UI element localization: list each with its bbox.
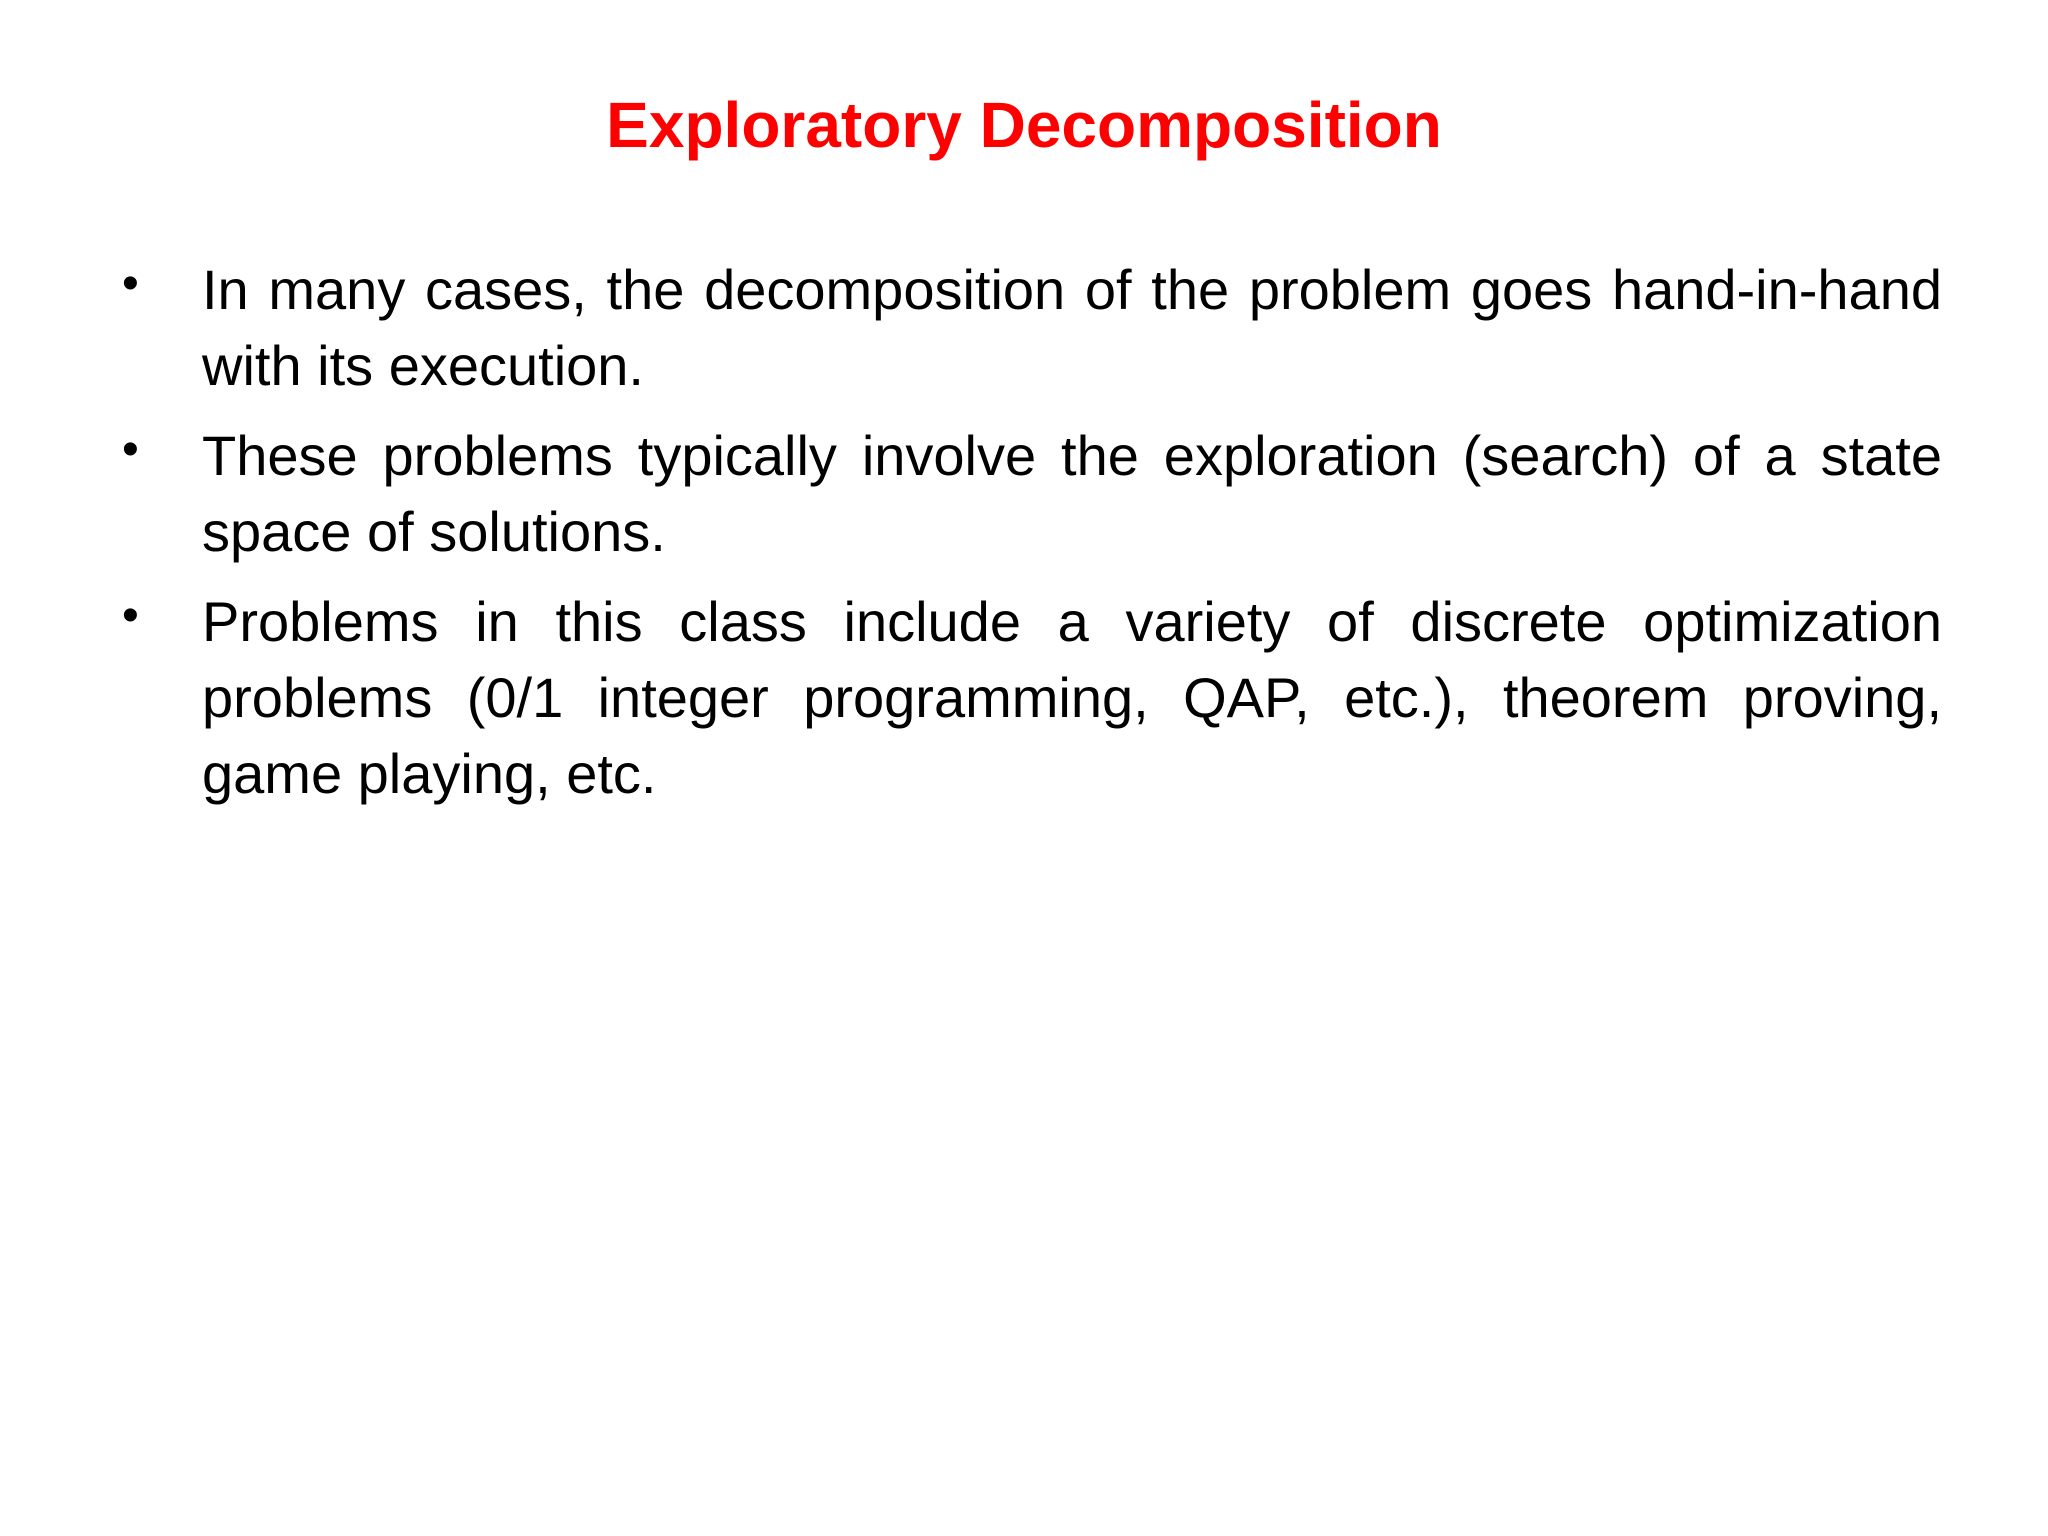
bullet-item (120, 418, 1942, 570)
bullet-icon: • (122, 589, 139, 642)
bullet-item (120, 252, 1942, 404)
bullet-item (120, 584, 1942, 812)
bullet-text: These problems typically involve the exploration (search) of a state space of solutions. (202, 424, 1942, 563)
slide-title: Exploratory Decomposition (606, 89, 1442, 161)
bullet-icon: • (122, 257, 139, 310)
bullet-icon: • (122, 423, 139, 476)
bullet-list (120, 252, 1942, 826)
bullet-text: In many cases, the decomposition of the problem goes hand-in-hand with its execution. (202, 258, 1942, 397)
bullet-text: Problems in this class include a variety of discrete optimization problems (0/1 integer programming, QAP, etc.), theorem proving, game playing, etc. (202, 590, 1942, 805)
